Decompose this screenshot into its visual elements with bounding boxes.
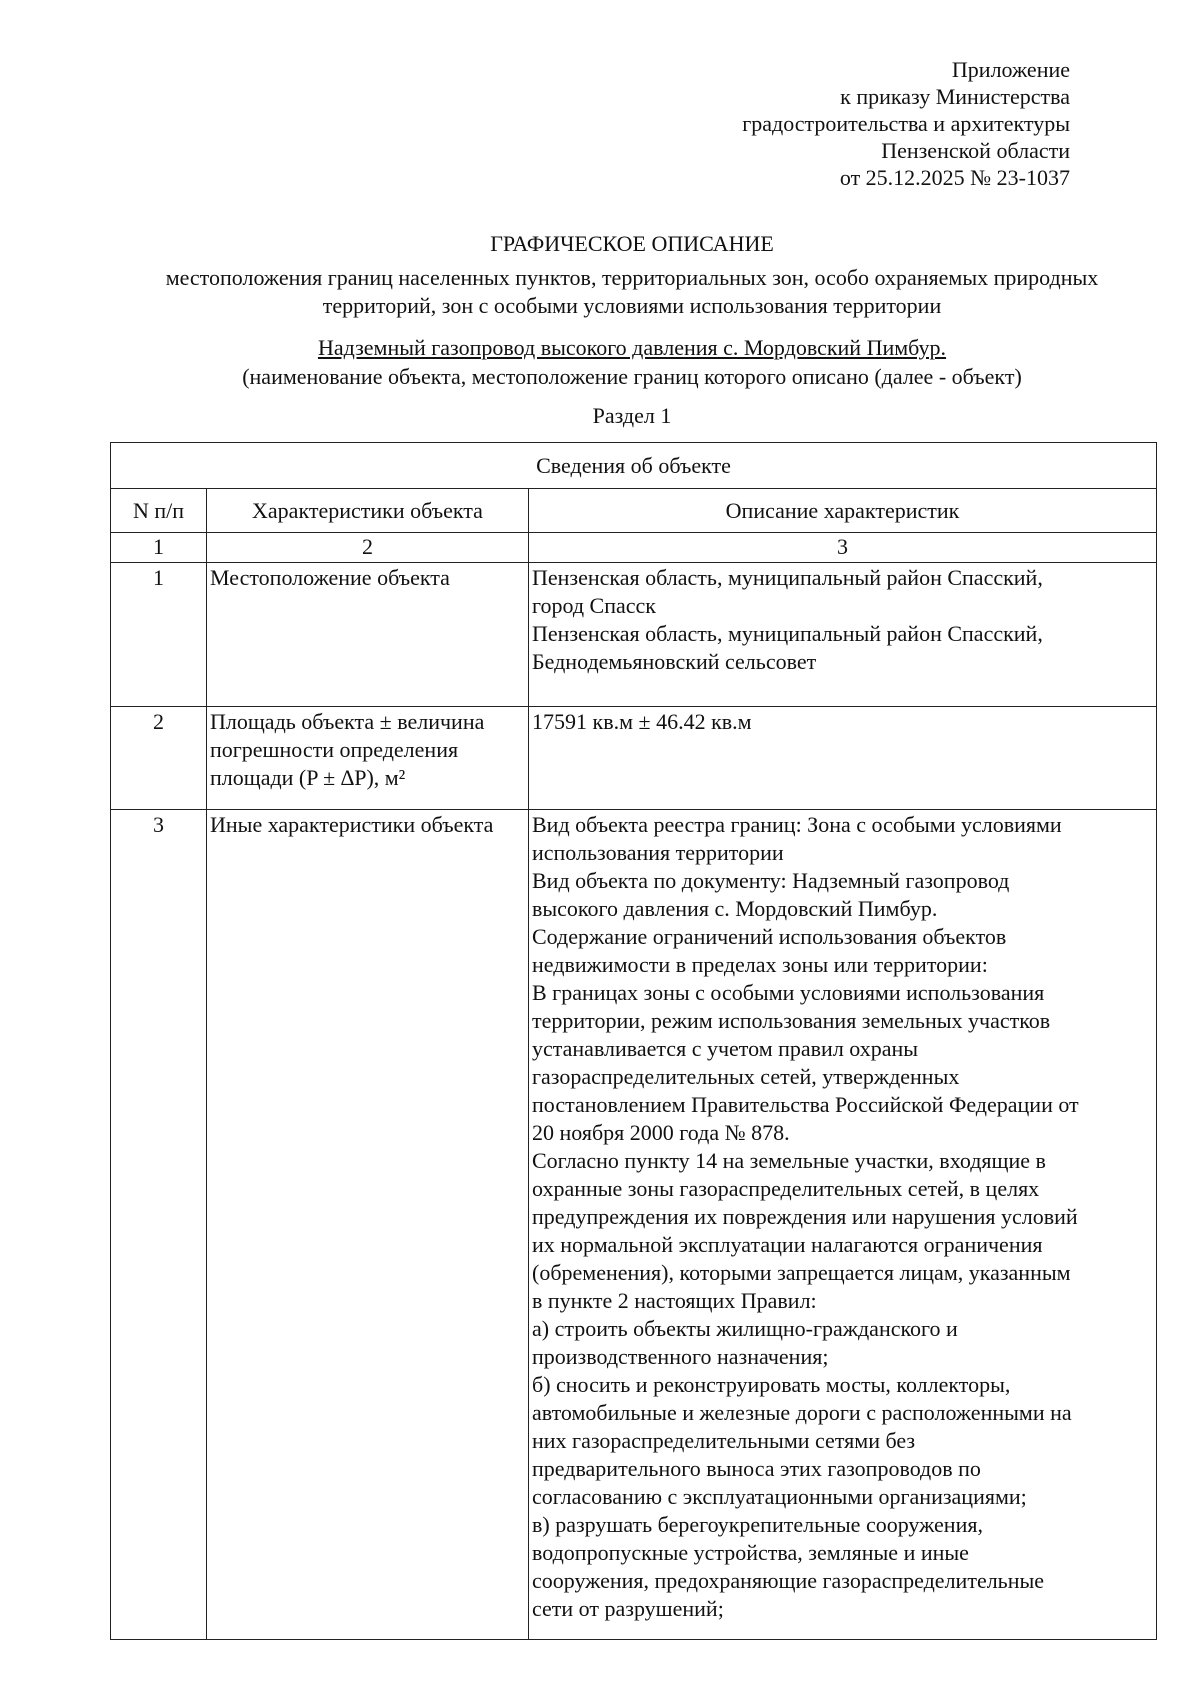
appendix-line: Приложение [951, 57, 1070, 82]
header-number: N п/п [111, 489, 207, 533]
object-info-table [110, 442, 1157, 1640]
section-label: Раздел 1 [592, 403, 672, 428]
object-name: Надземный газопровод высокого давления с. Мордовский Пимбур. [317, 335, 947, 360]
object-name-note: (наименование объекта, местоположение границ которого описано (далее - объект) [242, 364, 1022, 389]
description-line: них газораспределительными сетями без [532, 1428, 916, 1453]
column-number: 2 [207, 533, 529, 563]
row-description [529, 563, 1157, 707]
table-row [111, 563, 1157, 707]
column-number: 1 [111, 533, 207, 563]
row-description [529, 810, 1157, 1640]
description-line: согласованию с эксплуатационными организациями; [532, 1484, 1027, 1509]
description-line: водопропускные устройства, земляные и иные [532, 1540, 969, 1565]
table-row [111, 810, 1157, 1640]
appendix-header [742, 56, 1070, 191]
description-line: в пункте 2 настоящих Правил: [532, 1288, 817, 1313]
description-line: 17591 кв.м ± 46.42 кв.м [532, 709, 752, 734]
description-line: б) сносить и реконструировать мосты, коллекторы, [532, 1372, 1011, 1397]
header-description: Описание характеристик [529, 489, 1157, 533]
description-line: (обременения), которыми запрещается лицам, указанным [532, 1260, 1071, 1285]
column-number-row [111, 533, 1157, 563]
table-caption: Сведения об объекте [111, 443, 1157, 489]
description-line: производственного назначения; [532, 1344, 829, 1369]
document-subtitle: местоположения границ населенных пунктов, территориальных зон, особо охраняемых природных территорий, зон с особыми условиями использования территории [165, 265, 1099, 318]
description-line: 20 ноября 2000 года № 878. [532, 1120, 790, 1145]
appendix-line: к приказу Министерства [840, 84, 1070, 109]
description-line: газораспределительных сетей, утвержденных [532, 1064, 960, 1089]
table-caption-row [111, 443, 1157, 489]
row-number: 3 [111, 810, 207, 1640]
description-line: город Спасск [532, 593, 656, 618]
table-row [111, 707, 1157, 810]
description-line: территории, режим использования земельных участков [532, 1008, 1051, 1033]
row-characteristic [207, 707, 529, 810]
description-line: автомобильные и железные дороги с расположенными на [532, 1400, 1072, 1425]
row-number: 1 [111, 563, 207, 707]
row-characteristic [207, 563, 529, 707]
characteristic-line: Иные характеристики объекта [210, 812, 494, 837]
description-line: предварительного выноса этих газопроводов по [532, 1456, 981, 1481]
document-title: ГРАФИЧЕСКОЕ ОПИСАНИЕ [490, 231, 774, 256]
characteristic-line: Местоположение объекта [210, 565, 450, 590]
header-characteristic: Характеристики объекта [207, 489, 529, 533]
description-line: Пензенская область, муниципальный район Спасский, [532, 621, 1043, 646]
description-line: постановлением Правительства Российской Федерации от [532, 1092, 1079, 1117]
table-header-row [111, 489, 1157, 533]
appendix-line: от 25.12.2025 № 23-1037 [839, 165, 1070, 190]
description-line: охранные зоны газораспределительных сетей, в целях [532, 1176, 1040, 1201]
description-line: Вид объекта реестра границ: Зона с особыми условиями [532, 812, 1062, 837]
description-line: использования территории [532, 840, 784, 865]
description-line: устанавливается с учетом правил охраны [532, 1036, 919, 1061]
row-number: 2 [111, 707, 207, 810]
description-line: в) разрушать берегоукрепительные сооружения, [532, 1512, 983, 1537]
description-line: высокого давления с. Мордовский Пимбур. [532, 896, 938, 921]
description-line: сети от разрушений; [532, 1596, 724, 1621]
description-line: предупреждения их повреждения или нарушения условий [532, 1204, 1078, 1229]
row-description [529, 707, 1157, 810]
description-line: их нормальной эксплуатации налагаются ограничения [532, 1232, 1043, 1257]
description-line: Содержание ограничений использования объектов [532, 924, 1007, 949]
column-number: 3 [529, 533, 1157, 563]
description-line: В границах зоны с особыми условиями использования [532, 980, 1045, 1005]
characteristic-line: Площадь объекта ± величина [210, 709, 485, 734]
description-line: недвижимости в пределах зоны или территории: [532, 952, 988, 977]
appendix-line: градостроительства и архитектуры [742, 111, 1070, 136]
row-characteristic [207, 810, 529, 1640]
characteristic-line: погрешности определения [210, 737, 459, 762]
description-line: а) строить объекты жилищно-гражданского и [532, 1316, 958, 1341]
description-line: Согласно пункту 14 на земельные участки, входящие в [532, 1148, 1046, 1173]
characteristic-line: площади (P ± ∆P), м² [210, 765, 406, 790]
description-line: Пензенская область, муниципальный район Спасский, [532, 565, 1043, 590]
description-line: Беднодемьяновский сельсовет [532, 649, 817, 674]
appendix-line: Пензенской области [881, 138, 1070, 163]
description-line: сооружения, предохраняющие газораспределительные [532, 1568, 1045, 1593]
description-line: Вид объекта по документу: Надземный газопровод [532, 868, 1010, 893]
